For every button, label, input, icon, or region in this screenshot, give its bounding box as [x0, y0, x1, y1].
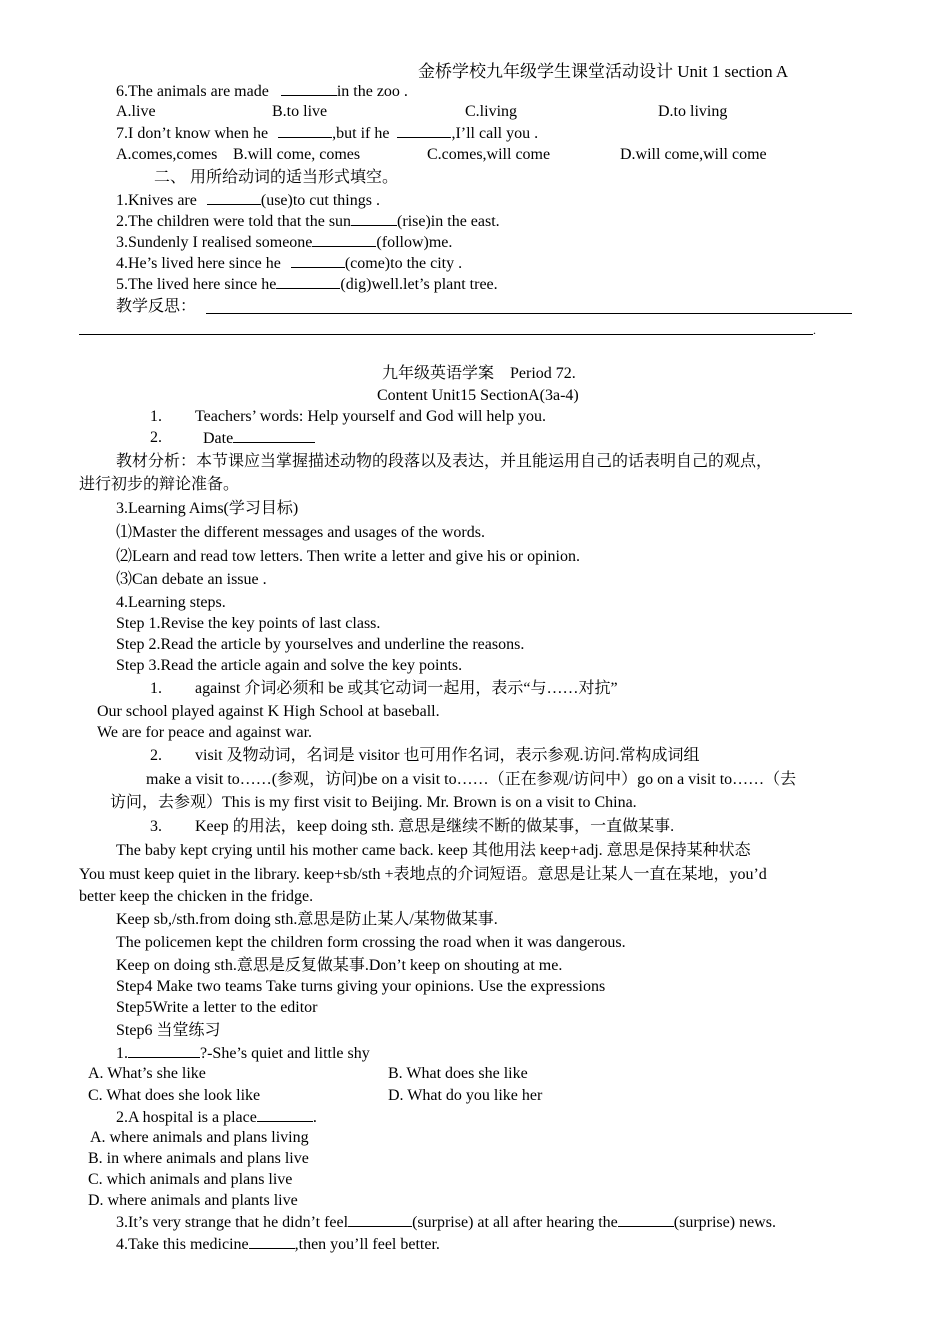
aim-1: ⑴Master the different messages and usages of the words. — [116, 524, 485, 541]
exercise-1-blank[interactable] — [128, 1043, 200, 1058]
reflection-label: 教学反思： — [116, 298, 197, 315]
q7-option-d: D.will come,will come — [620, 146, 767, 163]
q6-option-b: B.to live — [272, 103, 328, 120]
exercise-3-blank-2[interactable] — [618, 1212, 674, 1227]
reflection-line-2 — [79, 334, 813, 335]
item-2-number: 2. — [150, 429, 162, 446]
q6-blank[interactable] — [281, 81, 337, 96]
reflection-line-1 — [206, 313, 852, 314]
exercise-2-option-b: B. in where animals and plans live — [88, 1150, 309, 1167]
fill-1-blank[interactable] — [207, 190, 261, 205]
item-1-text: Teachers’ words: Help yourself and God will help you. — [195, 408, 546, 425]
analysis-line-1: 教材分析：本节课应当掌握描述动物的段落以及表达，并且能运用自己的话表明自己的观点， — [116, 453, 773, 470]
fill-2-hint: (rise)in the east. — [397, 213, 500, 230]
q6-option-a: A.live — [116, 103, 156, 120]
date-label: Date — [203, 430, 234, 447]
exercise-4-blank[interactable] — [249, 1234, 295, 1249]
key-point-3-line-2: The baby kept crying until his mother came back. keep 其他用法 keep+adj. 意思是保持某种状态 — [116, 842, 751, 859]
question-6 — [116, 81, 408, 102]
q6-stem-end: in the zoo . — [336, 83, 408, 100]
fill-2-blank[interactable] — [351, 211, 397, 226]
lesson-title: 九年级英语学案 Period 72. — [382, 365, 576, 382]
exercise-2-end: . — [312, 1109, 317, 1126]
exercise-2-option-d: D. where animals and plants live — [88, 1192, 298, 1209]
key-point-1-example-1: Our school played against K High School at baseball. — [97, 703, 440, 720]
fill-1-stem: 1.Knives are — [116, 192, 197, 209]
date-line — [203, 428, 315, 449]
aim-3: ⑶Can debate an issue . — [116, 571, 267, 588]
fill-item-1 — [116, 190, 380, 211]
fill-3-stem: 3.Sundenly I realised someone — [116, 234, 313, 251]
key-point-1-example-2: We are for peace and against war. — [97, 724, 313, 741]
key-point-3-line-6: The policemen kept the children form crossing the road when it was dangerous. — [116, 934, 626, 951]
q6-stem-start: 6.The animals are made — [116, 83, 269, 100]
key-point-1: against 介词必须和 be 或其它动词一起用，表示“与……对抗” — [195, 680, 618, 697]
key-point-2: visit 及物动词，名词是 visitor 也可用作名词，表示参观.访问.常构成词组 — [195, 747, 700, 764]
step-1: Step 1.Revise the key points of last class. — [116, 615, 381, 632]
exercise-4 — [116, 1234, 440, 1255]
fill-item-4 — [116, 253, 462, 274]
steps-title: 4.Learning steps. — [116, 594, 226, 611]
exercise-2 — [116, 1107, 317, 1128]
q7-blank-2[interactable] — [397, 123, 451, 138]
fill-item-5 — [116, 274, 498, 295]
step-6: Step6 当堂练习 — [116, 1022, 221, 1039]
step-5: Step5Write a letter to the editor — [116, 999, 318, 1016]
exercise-3-end: (surprise) news. — [673, 1214, 776, 1231]
key-point-2-number: 2. — [150, 747, 162, 764]
exercise-1-option-c: C. What does she look like — [88, 1087, 261, 1104]
q7-option-a: A.comes,comes — [116, 146, 218, 163]
exercise-3-middle: (surprise) at all after hearing the — [412, 1214, 618, 1231]
key-point-3-line-3: You must keep quiet in the library. keep+sb/sth +表地点的介词短语。意思是让某人一直在某地，you’d — [79, 866, 767, 883]
fill-1-hint: (use)to cut things . — [260, 192, 380, 209]
fill-item-3 — [116, 232, 452, 253]
section-2-title: 二、 用所给动词的适当形式填空。 — [154, 169, 399, 186]
q7-blank-1[interactable] — [278, 123, 332, 138]
q7-option-b: B.will come, comes — [233, 146, 361, 163]
exercise-2-stem: 2.A hospital is a place — [116, 1109, 257, 1126]
item-1-number: 1. — [150, 408, 162, 425]
end-mark: . — [813, 323, 816, 337]
exercise-1-option-a: A. What’s she like — [88, 1065, 206, 1082]
exercise-1-number: 1. — [116, 1045, 128, 1062]
exercise-3-stem: 3.It’s very strange that he didn’t feel — [116, 1214, 349, 1231]
q7-stem-middle: ,but if he — [332, 125, 390, 142]
key-point-3-line-5: Keep sb,/sth.from doing sth.意思是防止某人/某物做某事. — [116, 911, 498, 928]
key-point-3: Keep 的用法，keep doing sth. 意思是继续不断的做某事，一直做某事. — [195, 818, 675, 835]
exercise-2-option-a: A. where animals and plans living — [90, 1129, 309, 1146]
step-3: Step 3.Read the article again and solve the key points. — [116, 657, 463, 674]
exercise-1-stem: ?-She’s quiet and little shy — [200, 1045, 370, 1062]
exercise-1 — [116, 1043, 370, 1064]
fill-3-hint: (follow)me. — [376, 234, 453, 251]
key-point-3-line-7: Keep on doing sth.意思是反复做某事.Don’t keep on shouting at me. — [116, 957, 563, 974]
q6-option-c: C.living — [465, 103, 518, 120]
q7-stem-end: ,I’ll call you . — [451, 125, 539, 142]
key-point-2-line-2: make a visit to……(参观，访问)be on a visit to……（正在参观/访问中）go on a visit to……（去 — [146, 771, 797, 788]
key-point-3-number: 3. — [150, 818, 162, 835]
fill-4-stem: 4.He’s lived here since he — [116, 255, 281, 272]
fill-4-hint: (come)to the city . — [344, 255, 463, 272]
aim-2: ⑵Learn and read tow letters. Then write a letter and give his or opinion. — [116, 548, 581, 565]
question-7 — [116, 123, 538, 144]
date-blank[interactable] — [233, 428, 315, 443]
step-4: Step4 Make two teams Take turns giving your opinions. Use the expressions — [116, 978, 606, 995]
exercise-3-blank-1[interactable] — [348, 1212, 412, 1227]
exercise-2-blank[interactable] — [257, 1107, 313, 1122]
q7-option-c: C.comes,will come — [427, 146, 551, 163]
key-point-2-line-3: 访问，去参观）This is my first visit to Beijing. Mr. Brown is on a visit to China. — [110, 794, 637, 811]
exercise-2-option-c: C. which animals and plans live — [88, 1171, 293, 1188]
exercise-4-stem: 4.Take this medicine — [116, 1236, 249, 1253]
page-header: 金桥学校九年级学生课堂活动设计 Unit 1 section A — [418, 62, 789, 81]
exercise-4-end: ,then you’ll feel better. — [294, 1236, 440, 1253]
fill-item-2 — [116, 211, 500, 232]
fill-3-blank[interactable] — [312, 232, 376, 247]
q7-stem-start: 7.I don’t know when he — [116, 125, 269, 142]
fill-4-blank[interactable] — [291, 253, 345, 268]
exercise-3 — [116, 1212, 776, 1233]
exercise-1-option-d: D. What do you like her — [388, 1087, 543, 1104]
aims-title: 3.Learning Aims(学习目标) — [116, 500, 299, 517]
fill-5-stem: 5.The lived here since he — [116, 276, 277, 293]
analysis-line-2: 进行初步的辩论准备。 — [79, 476, 240, 493]
exercise-1-option-b: B. What does she like — [388, 1065, 528, 1082]
fill-5-hint: (dig)well.let’s plant tree. — [340, 276, 498, 293]
fill-5-blank[interactable] — [276, 274, 340, 289]
key-point-3-line-4: better keep the chicken in the fridge. — [79, 888, 314, 905]
fill-2-stem: 2.The children were told that the sun — [116, 213, 352, 230]
lesson-content: Content Unit15 SectionA(3a-4) — [377, 387, 579, 404]
q6-option-d: D.to living — [658, 103, 728, 120]
key-point-1-number: 1. — [150, 680, 162, 697]
step-2: Step 2.Read the article by yourselves and underline the reasons. — [116, 636, 525, 653]
